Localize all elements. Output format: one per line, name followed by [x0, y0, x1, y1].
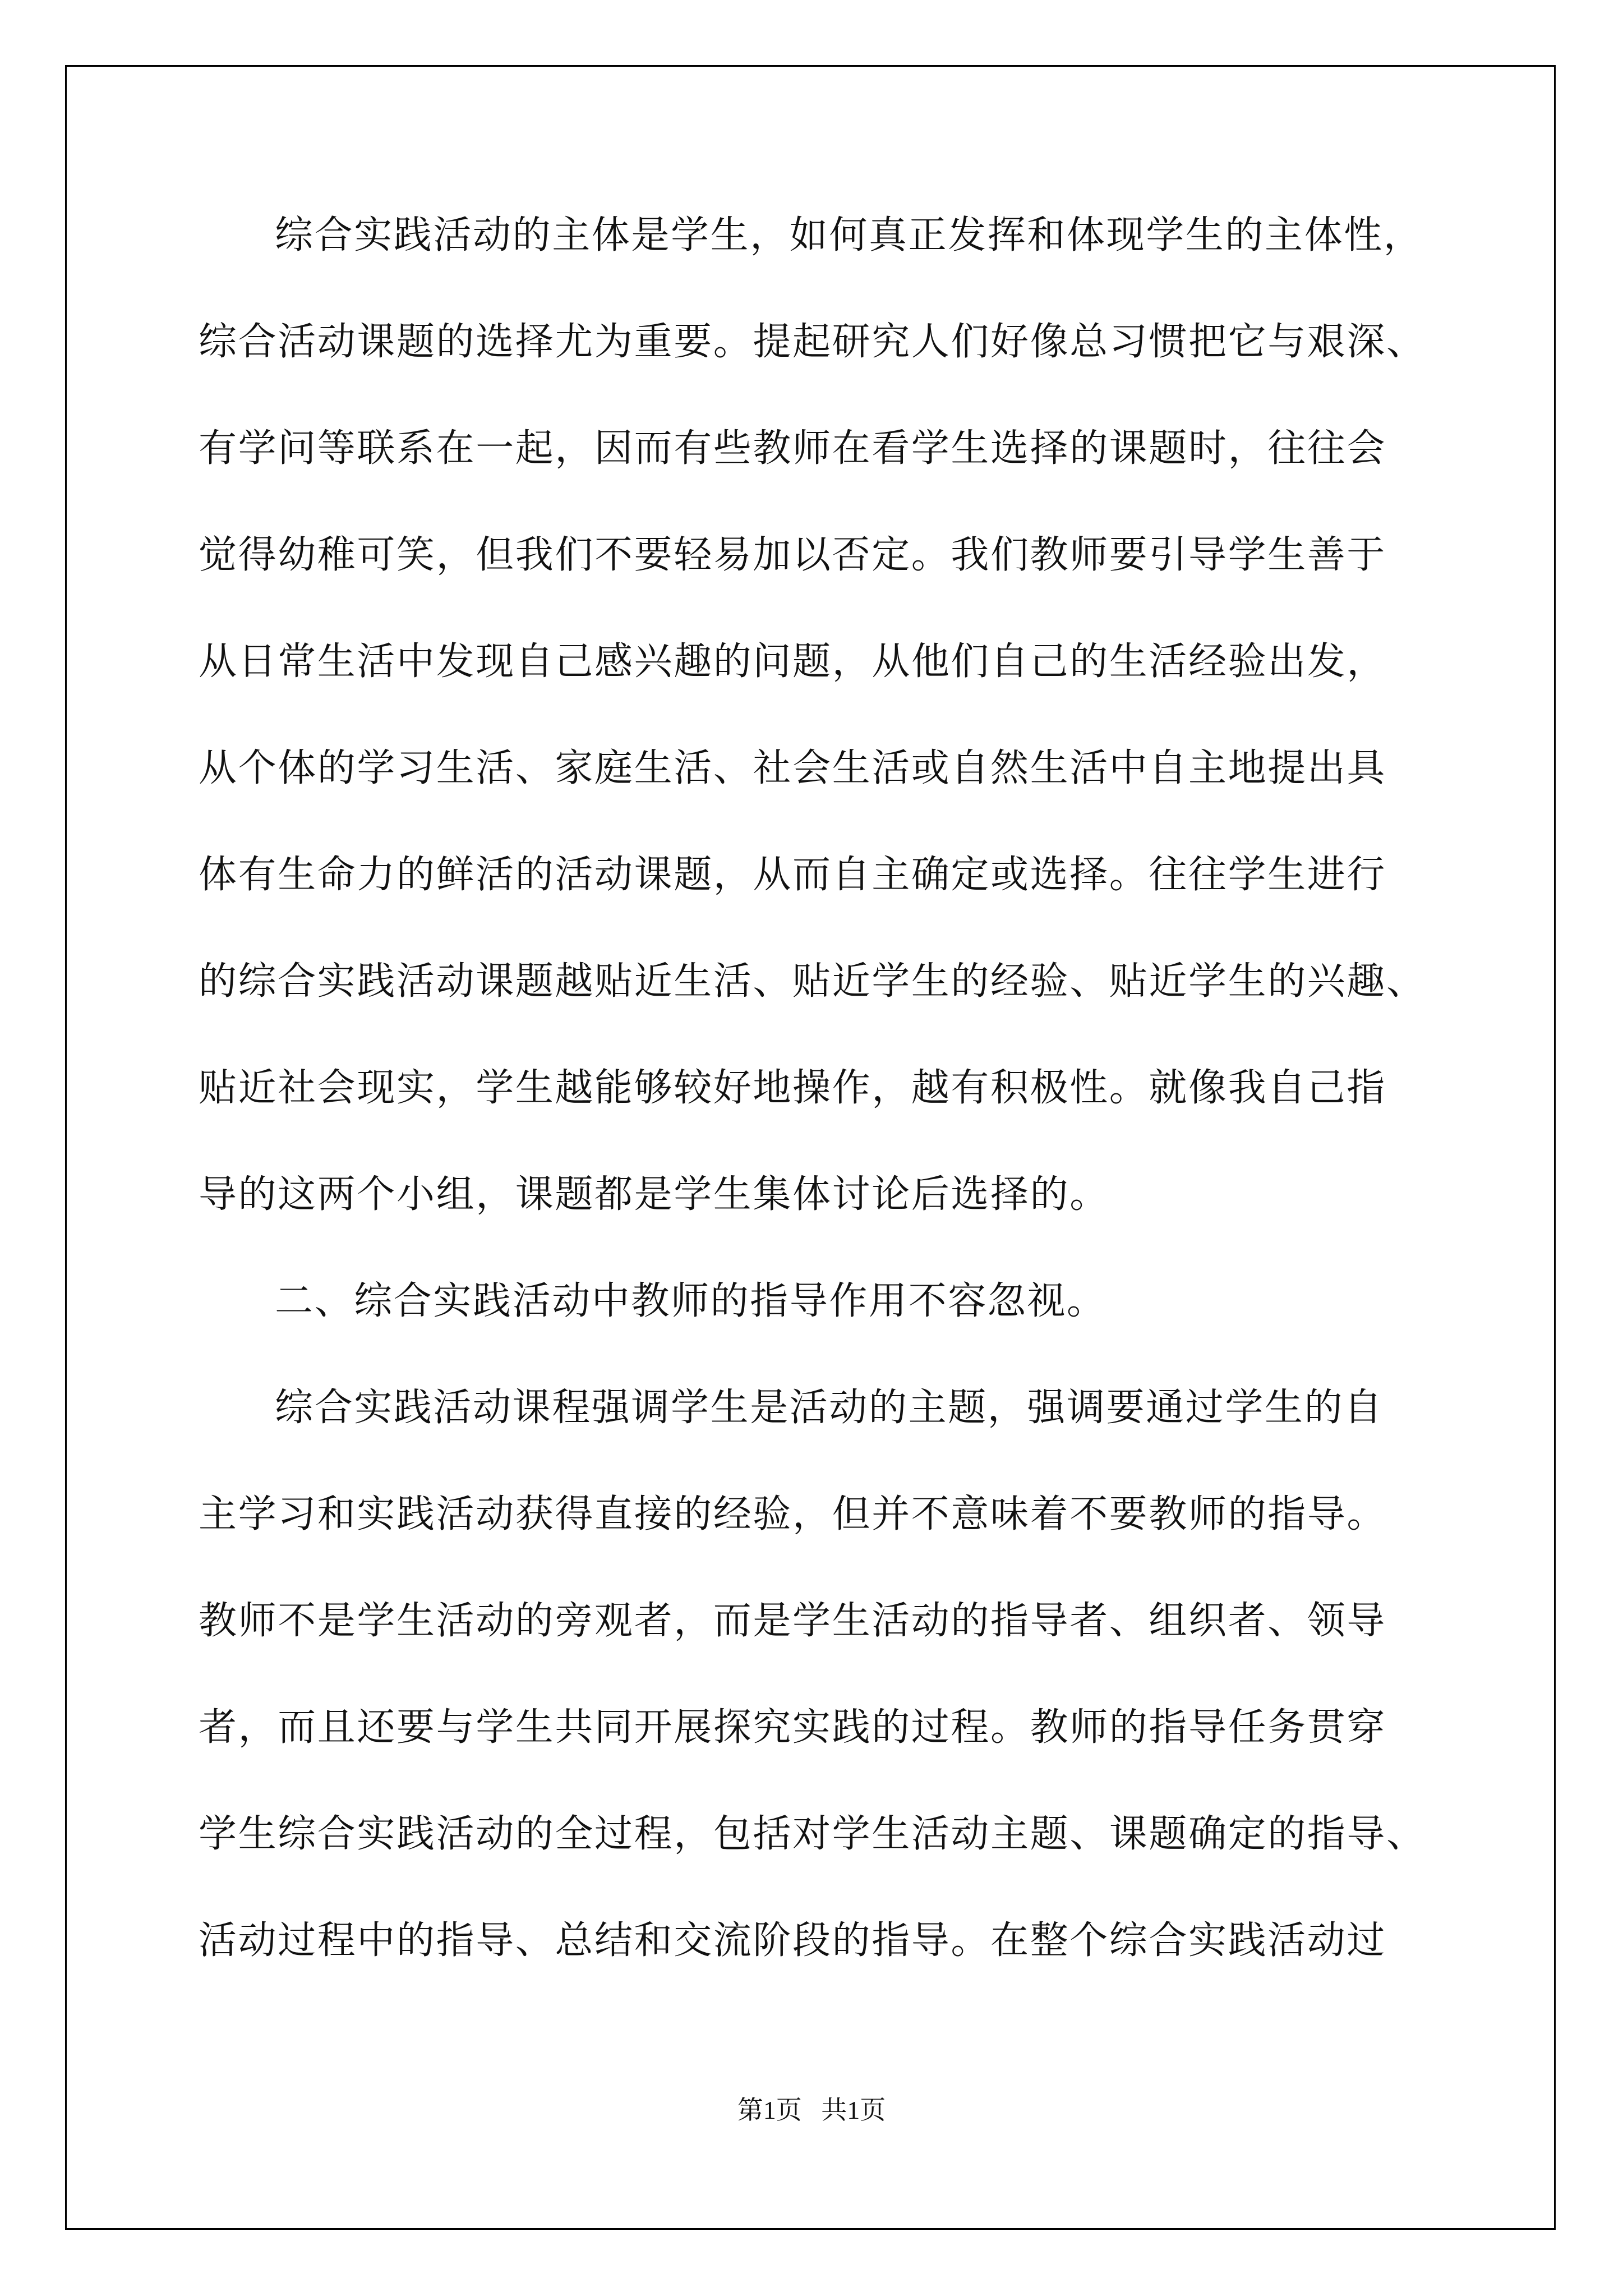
text-line: 学生综合实践活动的全过程，包括对学生活动主题、课题确定的指导、 [199, 1812, 1426, 1856]
text-line: 导的这两个小组，课题都是学生集体讨论后选择的。 [199, 1172, 1109, 1217]
text-line: 主学习和实践活动获得直接的经验，但并不意味着不要教师的指导。 [199, 1492, 1387, 1536]
text-line: 的综合实践活动课题越贴近生活、贴近学生的经验、贴近学生的兴趣、 [199, 959, 1426, 1004]
section-heading: 二、综合实践活动中教师的指导作用不容忽视。 [275, 1279, 1106, 1323]
text-line: 教师不是学生活动的旁观者，而是学生活动的指导者、组织者、领导 [199, 1599, 1387, 1643]
page-number: 第1页 共1页 [737, 2096, 886, 2124]
text-line: 活动过程中的指导、总结和交流阶段的指导。在整个综合实践活动过 [199, 1918, 1387, 1963]
text-line: 综合实践活动的主体是学生，如何真正发挥和体现学生的主体性， [275, 213, 1423, 257]
text-line: 体有生命力的鲜活的活动课题，从而自主确定或选择。往往学生进行 [199, 853, 1387, 897]
text-line: 综合活动课题的选择尤为重要。提起研究人们好像总习惯把它与艰深、 [199, 320, 1426, 364]
text-line: 从日常生活中发现自己感兴趣的问题，从他们自己的生活经验出发， [199, 639, 1387, 684]
text-line: 综合实践活动课程强调学生是活动的主题，强调要通过学生的自 [275, 1386, 1384, 1430]
text-line: 者，而且还要与学生共同开展探究实践的过程。教师的指导任务贯穿 [199, 1705, 1387, 1750]
page-border [65, 65, 1556, 2230]
text-line: 有学问等联系在一起，因而有些教师在看学生选择的课题时，往往会 [199, 426, 1387, 471]
text-line: 从个体的学习生活、家庭生活、社会生活或自然生活中自主地提出具 [199, 746, 1387, 790]
text-line: 觉得幼稚可笑，但我们不要轻易加以否定。我们教师要引导学生善于 [199, 533, 1387, 577]
text-line: 贴近社会现实，学生越能够较好地操作，越有积极性。就像我自己指 [199, 1066, 1387, 1110]
